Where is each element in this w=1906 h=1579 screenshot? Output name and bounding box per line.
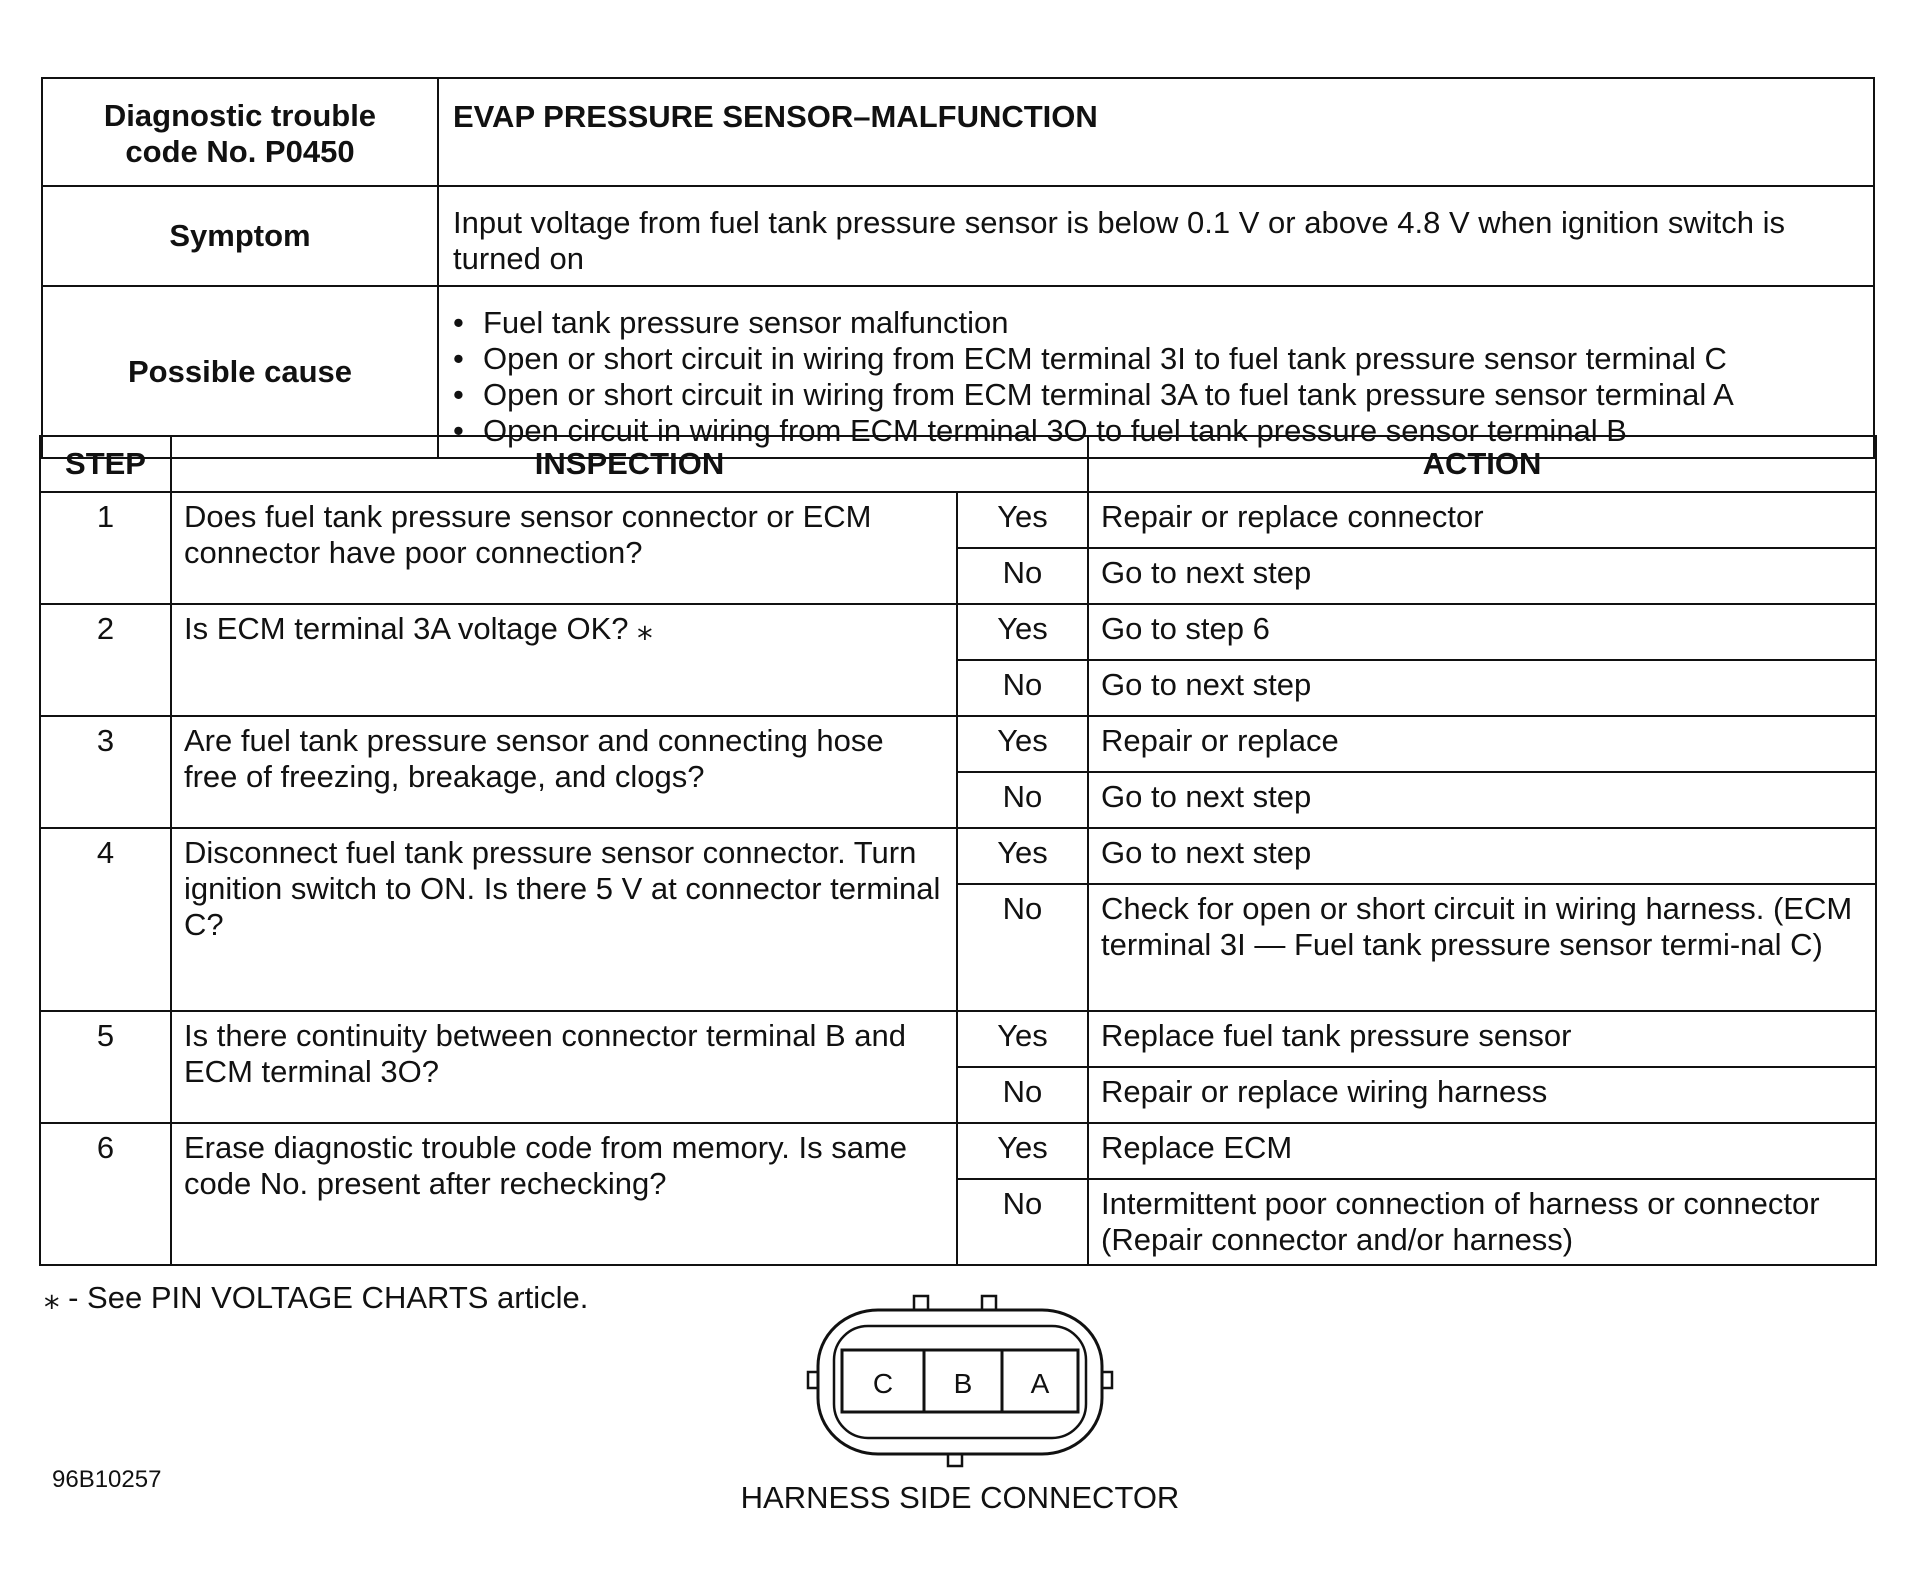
no-label: No: [957, 660, 1088, 716]
no-action: Go to next step: [1088, 548, 1876, 604]
no-label: No: [957, 884, 1088, 1011]
yes-action: Repair or replace connector: [1088, 492, 1876, 548]
yes-label: Yes: [957, 1123, 1088, 1179]
yes-action: Go to step 6: [1088, 604, 1876, 660]
terminal-a-label: A: [1030, 1368, 1050, 1399]
yes-label: Yes: [957, 1011, 1088, 1067]
cause-text: Open or short circuit in wiring from ECM terminal 3A to fuel tank pressure sensor terminal A: [483, 377, 1734, 412]
cause-item: [453, 377, 1859, 413]
cause-label: Possible cause: [42, 286, 438, 458]
col-inspection-header: INSPECTION: [171, 436, 1088, 492]
yes-action: Go to next step: [1088, 828, 1876, 884]
no-action: Repair or replace wiring harness: [1088, 1067, 1876, 1123]
symptom-label: Symptom: [42, 186, 438, 286]
figure-code: 96B10257: [52, 1466, 162, 1493]
yes-action: Replace fuel tank pressure sensor: [1088, 1011, 1876, 1067]
cause-list-cell: [438, 286, 1874, 458]
no-label: No: [957, 1179, 1088, 1265]
dtc-row: [42, 78, 1874, 186]
step-row-yes: [40, 604, 1876, 660]
no-action: Go to next step: [1088, 660, 1876, 716]
dtc-title: EVAP PRESSURE SENSOR–MALFUNCTION: [438, 78, 1874, 186]
connector-caption: HARNESS SIDE CONNECTOR: [740, 1480, 1180, 1515]
col-step-header: STEP: [40, 436, 171, 492]
no-label: No: [957, 1067, 1088, 1123]
yes-label: Yes: [957, 492, 1088, 548]
bullet-icon: •: [453, 305, 464, 340]
step-row-yes: [40, 492, 1876, 548]
yes-label: Yes: [957, 604, 1088, 660]
step-row-yes: [40, 1011, 1876, 1067]
step-inspection: Is ECM terminal 3A voltage OK? ⁎: [171, 604, 957, 716]
dtc-label-line2: code No. P0450: [125, 133, 355, 169]
cause-item: [453, 341, 1859, 377]
step-number: 5: [40, 1011, 171, 1123]
no-label: No: [957, 548, 1088, 604]
bullet-icon: •: [453, 341, 464, 376]
step-number: 6: [40, 1123, 171, 1265]
cause-text: Open or short circuit in wiring from ECM terminal 3I to fuel tank pressure sensor terminal C: [483, 341, 1727, 376]
dtc-header-table: [41, 77, 1875, 459]
cause-item: [453, 305, 1859, 341]
harness-connector-diagram: [800, 1290, 1120, 1470]
bullet-icon: •: [453, 377, 464, 412]
terminal-b-label: B: [953, 1368, 973, 1399]
yes-label: Yes: [957, 828, 1088, 884]
no-action: Intermittent poor connection of harness or connector (Repair connector and/or harness): [1088, 1179, 1876, 1265]
step-row-yes: [40, 716, 1876, 772]
step-number: 2: [40, 604, 171, 716]
no-label: No: [957, 772, 1088, 828]
yes-action: Replace ECM: [1088, 1123, 1876, 1179]
step-inspection: Disconnect fuel tank pressure sensor connector. Turn ignition switch to ON. Is there 5 V at connector terminal C?: [171, 828, 957, 1011]
yes-label: Yes: [957, 716, 1088, 772]
yes-action: Repair or replace: [1088, 716, 1876, 772]
terminal-c-label: C: [872, 1368, 894, 1399]
step-number: 1: [40, 492, 171, 604]
cause-text: Fuel tank pressure sensor malfunction: [483, 305, 1009, 340]
step-inspection: Does fuel tank pressure sensor connector or ECM connector have poor connection?: [171, 492, 957, 604]
step-number: 4: [40, 828, 171, 1011]
dtc-label-line1: Diagnostic trouble: [103, 97, 377, 133]
footnote: ⁎ - See PIN VOLTAGE CHARTS article.: [44, 1280, 589, 1315]
step-row-yes: [40, 1123, 1876, 1179]
step-row-yes: [40, 828, 1876, 884]
cause-list: [453, 305, 1859, 449]
cause-text: Open circuit in wiring from ECM terminal 3O to fuel tank pressure sensor terminal B: [483, 413, 1627, 448]
step-inspection: Erase diagnostic trouble code from memory. Is same code No. present after rechecking?: [171, 1123, 957, 1265]
step-number: 3: [40, 716, 171, 828]
dtc-label-cell: [42, 78, 438, 186]
symptom-text: Input voltage from fuel tank pressure sensor is below 0.1 V or above 4.8 V when ignition switch is turned on: [438, 186, 1874, 286]
symptom-row: [42, 186, 1874, 286]
no-action: Go to next step: [1088, 772, 1876, 828]
inspection-steps-table: [39, 435, 1877, 1266]
cause-row: [42, 286, 1874, 458]
steps-header-row: [40, 436, 1876, 492]
step-inspection: Is there continuity between connector terminal B and ECM terminal 3O?: [171, 1011, 957, 1123]
step-inspection: Are fuel tank pressure sensor and connecting hose free of freezing, breakage, and clogs?: [171, 716, 957, 828]
col-action-header: ACTION: [1088, 436, 1876, 492]
no-action: Check for open or short circuit in wiring harness. (ECM terminal 3I — Fuel tank pressure sensor termi-nal C): [1088, 884, 1876, 1011]
bullet-icon: •: [453, 413, 464, 448]
